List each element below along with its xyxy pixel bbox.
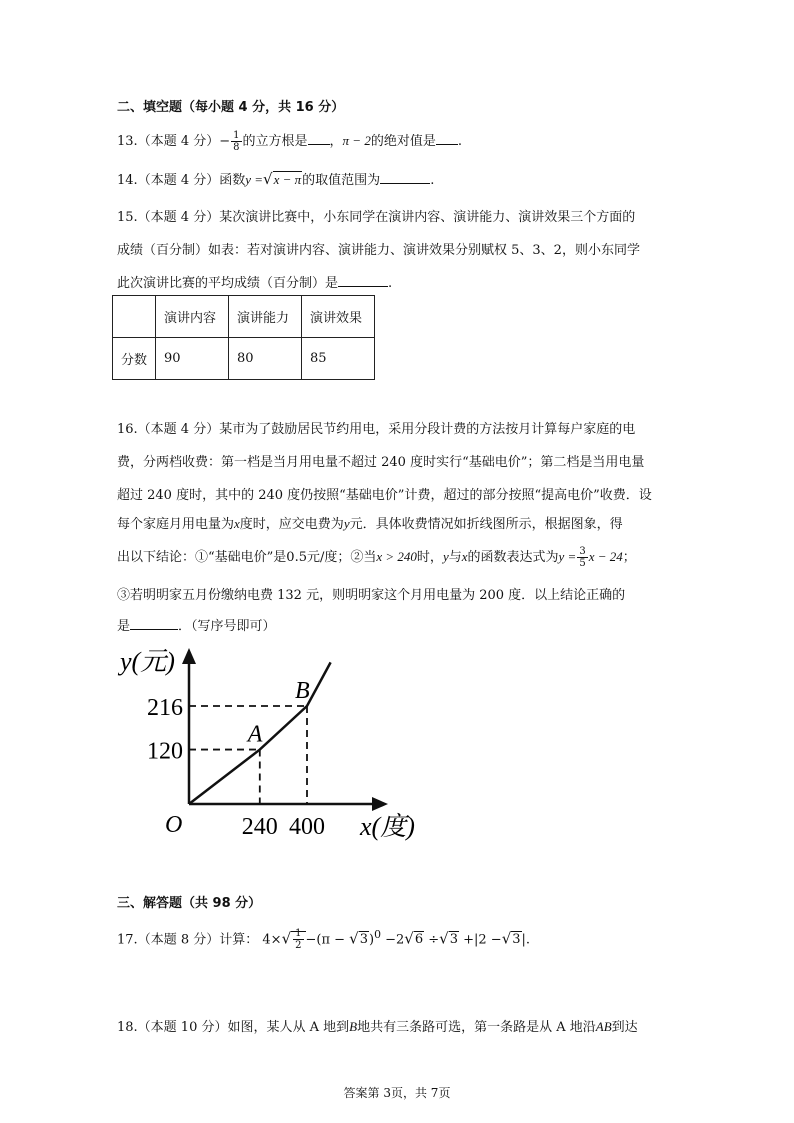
q17-sqrt-frac xyxy=(291,928,305,952)
question-14 xyxy=(117,169,434,188)
q17-number: 17. xyxy=(117,932,138,948)
q13-blank-1[interactable] xyxy=(308,131,330,145)
q17-part-4: −2 xyxy=(380,932,405,948)
electricity-fee-graph xyxy=(110,640,430,850)
q16-base-price: 0.5元/度 xyxy=(286,550,338,565)
q17-exponent: 0 xyxy=(374,928,381,941)
table-row-label: 分数 xyxy=(113,338,156,380)
q16-line-5-c: 时， xyxy=(416,550,443,565)
q17-part-7: |. xyxy=(521,932,531,948)
q16-line-5 xyxy=(117,544,636,571)
q16-line-3: 超过 240 度时，其中的 240 度仍按照“基础电价”计费，超过的部分按照“提高电价”收费．设 xyxy=(117,488,652,503)
x-tick-label: 400 xyxy=(289,814,325,840)
q16-line-5-a: 出以下结论：①“基础电价”是 xyxy=(117,550,287,565)
q13-minus: − xyxy=(219,134,231,149)
q17-points: （本题 8 分） xyxy=(137,932,220,948)
q17-part-1: 4× xyxy=(262,932,282,948)
question-17 xyxy=(117,922,530,953)
q16-line-5-b: ；②当 xyxy=(337,550,377,565)
q15-line-2: 成绩（百分制）如表：若对演讲内容、演讲能力、演讲效果分别赋权 5、3、2，则小东同学 xyxy=(117,243,640,258)
q16-line-7-b: ．（写序号即可） xyxy=(178,619,276,634)
radical-icon: √ xyxy=(281,929,292,948)
q13-points: （本题 4 分） xyxy=(137,134,220,149)
y-axis-label: y(元) xyxy=(120,647,175,676)
q14-text2: 的取值范围为 xyxy=(302,173,381,188)
page-footer: 答案第 3页，共 7页 xyxy=(343,1086,451,1100)
q16-line-4-b: 度时，应交电费为 xyxy=(239,517,344,532)
radical-icon: √ xyxy=(349,929,359,948)
y-tick-label: 120 xyxy=(147,738,183,765)
q13-text2: ， xyxy=(329,134,343,149)
q14-number: 14. xyxy=(117,173,138,188)
q14-radicand: x − π xyxy=(273,172,302,187)
table-header-row xyxy=(113,296,375,338)
q18-point-b: B xyxy=(349,1019,358,1034)
q18-text-e: 到达 xyxy=(611,1020,638,1035)
q16-var-x: x xyxy=(234,516,240,531)
question-13 xyxy=(117,128,462,155)
table-header-cell xyxy=(113,296,156,338)
q16-frac-den: 5 xyxy=(579,558,586,569)
q16-line-6: ③若明明家五月份缴纳电费 132 元，则明明家这个月用电量为 200 度．以上结论正确的 xyxy=(117,588,626,603)
q18-text-c: 地共有三条路可选，第一条路是从 A 地沿 xyxy=(357,1020,596,1035)
table-row xyxy=(113,338,375,380)
q14-lhs: y = xyxy=(245,172,264,187)
q16-line-7 xyxy=(117,615,276,634)
q16-line-4-a: 每个家庭月用电量为 xyxy=(117,517,235,532)
q16-line-7-a: 是 xyxy=(117,619,131,634)
q17-frac-den: 2 xyxy=(295,940,302,952)
radical-icon: √ xyxy=(439,929,449,948)
q17-part-3: ) xyxy=(369,932,375,948)
section-2-title: 二、填空题（每小题 4 分，共 16 分） xyxy=(117,100,345,115)
q13-end: . xyxy=(457,134,462,149)
q16-line-1: 16.（本题 4 分）某市为了鼓励居民节约用电，采用分段计费的方法按月计算每户家庭的电 xyxy=(117,422,636,437)
point-label: B xyxy=(295,678,310,704)
q14-points: （本题 4 分） xyxy=(137,173,220,188)
q15-line-3 xyxy=(117,272,392,291)
q17-radicand-4: 3 xyxy=(512,932,521,948)
q16-fraction xyxy=(577,546,587,569)
q16-frac-num: 3 xyxy=(579,546,586,557)
q16-fn-rest: x − 24 xyxy=(588,549,623,564)
q16-blank[interactable] xyxy=(130,616,178,630)
q18-text-a: 18.（本题 10 分）如图，某人从 A 地到 xyxy=(117,1020,350,1035)
section-3-title: 三、解答题（共 98 分） xyxy=(117,896,262,911)
q17-radicand-2: 6 xyxy=(414,932,424,948)
q17-radicand-1: 3 xyxy=(359,932,369,948)
y-axis-arrow-icon xyxy=(182,648,196,664)
q18-segment-ab: AB xyxy=(595,1019,612,1034)
question-18 xyxy=(117,1016,638,1035)
q17-part-6: +|2 − xyxy=(459,932,502,948)
table-header-cell: 演讲内容 xyxy=(156,296,229,338)
q16-line-5-d: 与 xyxy=(448,550,462,565)
q16-line-5-e: 的函数表达式为 xyxy=(467,550,559,565)
q16-line-4-c: 元．具体收费情况如折线图所示，根据图象，得 xyxy=(349,517,623,532)
q13-frac-den: 8 xyxy=(233,142,240,153)
q17-radicand-3: 3 xyxy=(449,932,458,948)
q13-frac-num: 1 xyxy=(233,130,240,141)
table-header-cell: 演讲效果 xyxy=(302,296,375,338)
q13-number: 13. xyxy=(117,134,138,149)
q17-text: 计算： xyxy=(219,932,259,948)
q14-end: . xyxy=(430,173,435,188)
origin-label: O xyxy=(165,812,183,838)
q13-fraction xyxy=(231,130,241,153)
radical-icon: √ xyxy=(501,929,512,948)
y-tick-label: 216 xyxy=(147,695,183,721)
q15-end: . xyxy=(388,276,393,291)
x-axis-label: x(度) xyxy=(360,812,415,841)
q16-line-4 xyxy=(117,513,623,532)
q17-fraction xyxy=(293,928,303,951)
point-label: A xyxy=(247,721,263,748)
table-cell: 80 xyxy=(229,338,302,380)
q16-condition: x > 240 xyxy=(376,549,417,564)
q14-blank[interactable] xyxy=(380,170,430,184)
q17-frac-num: 1 xyxy=(295,928,302,940)
q16-line-5-end: ； xyxy=(622,550,636,565)
q17-part-5: ÷ xyxy=(424,932,440,948)
q16-var-y2: y xyxy=(442,549,449,564)
q15-blank[interactable] xyxy=(338,273,388,287)
radical-icon: √ xyxy=(263,170,273,188)
radical-icon: √ xyxy=(404,929,414,948)
q16-var-x2: x xyxy=(461,549,468,564)
x-axis-arrow-icon xyxy=(372,797,388,811)
table-cell: 90 xyxy=(156,338,229,380)
q16-fn-lhs: y = xyxy=(558,549,577,564)
q13-expr: π − 2 xyxy=(342,133,371,148)
table-header-cell: 演讲能力 xyxy=(229,296,302,338)
q15-line-3-text: 此次演讲比赛的平均成绩（百分制）是 xyxy=(117,276,339,291)
q16-line-2: 费，分两档收费：第一档是当月用电量不超过 240 度时实行“基础电价”；第二档是当用电量 xyxy=(117,455,645,470)
x-tick-label: 240 xyxy=(241,814,278,840)
q13-blank-2[interactable] xyxy=(436,131,458,145)
score-table xyxy=(112,295,375,380)
q15-line-1: 15.（本题 4 分）某次演讲比赛中，小东同学在演讲内容、演讲能力、演讲效果三个方面的 xyxy=(117,210,636,225)
q17-part-2: −(π − xyxy=(305,932,350,948)
q16-var-y: y xyxy=(343,516,350,531)
table-cell: 85 xyxy=(302,338,375,380)
q13-text3: 的绝对值是 xyxy=(370,134,436,149)
q13-text1: 的立方根是 xyxy=(242,134,308,149)
q14-text1: 函数 xyxy=(219,173,246,188)
